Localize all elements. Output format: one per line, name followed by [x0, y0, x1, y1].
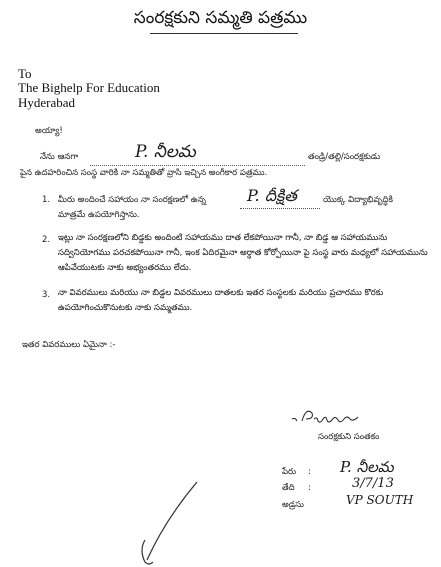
footer-name-colon: : — [308, 467, 311, 477]
item-2-number: 2. — [42, 235, 51, 245]
item-1-line2: మాత్రమే ఉపయోగిస్తాను. — [58, 210, 140, 220]
footer-date-value: 3/7/13 — [352, 476, 394, 491]
salutation: అయ్యా! — [35, 126, 63, 136]
intro-suffix: తండ్రి/తల్లి/సంరక్షకుడు — [308, 152, 381, 162]
footer-name-value: P. నీలమ — [340, 458, 394, 476]
intro-line2: పైన ఉదహరించిన సంస్థ వారికి నా సమ్మతితో వ్రాసి ఇచ్చిన అంగీకార పత్రము. — [20, 168, 268, 178]
guardian-name-handwritten: P. నీలమ — [135, 142, 196, 162]
form-title: సంరక్షకుని సమ్మతి పత్రము — [133, 8, 308, 28]
footer-date-label: తేది — [282, 483, 295, 493]
footer-address-label: అడ్రసు — [282, 500, 304, 510]
guardian-signature — [288, 405, 378, 429]
recipient-org: The Bighelp For Education — [18, 80, 160, 95]
student-name-handwritten: P. దీక్షిత — [247, 186, 297, 205]
intro-prefix: నేను ఆనగా — [40, 152, 79, 162]
guardian-name-line — [90, 165, 305, 166]
footer-name-label: పేరు — [282, 467, 297, 477]
item-2-text: ఇట్లు నా సంరక్షణలోని బిడ్డకు అందింటి సహాయము దాత లేకపోయినా గానీ, నా బిడ్డ ఆ సహాయమును సద్వినియోగము పరచకపోయినా గానీ, ఇంక ఏదిరమైనా అర్ధాత కోర్పోయినా పై సంస్థ వారు మధ్యలో సహాయమును ఆపివేయుటకు నాకు అభ్యంతరము లేదు. — [58, 233, 428, 273]
footer-date-colon: : — [308, 483, 311, 493]
footer-address-value: VP SOUTH — [346, 493, 414, 507]
signature-label: సంరక్షకుని సంతకం — [318, 432, 380, 442]
pen-stroke-mark — [125, 480, 205, 567]
item-1-pre: మీరు అందించే సహాయం నా సంరక్షణలో ఉన్న — [58, 195, 206, 205]
title-underline — [150, 33, 298, 34]
to-label: To — [18, 66, 32, 81]
item-1-post: యొక్క విద్యాభివృద్ధికి — [323, 195, 393, 205]
other-details-label: ఇతర వివరములు ఏమైనా :- — [22, 340, 116, 350]
item-3-number: 3. — [42, 290, 51, 300]
recipient-city: Hyderabad — [18, 95, 76, 110]
item-1-number: 1. — [42, 195, 51, 205]
item-3-text: నా వివరములు మరియు నా బిడ్డల వివరములు దాతలకు ఇతర సంస్థలకు మరియు ప్రచారము కొరకు ఉపయోగించుకొనుటకు నాకు సమ్మతము. — [58, 288, 384, 313]
